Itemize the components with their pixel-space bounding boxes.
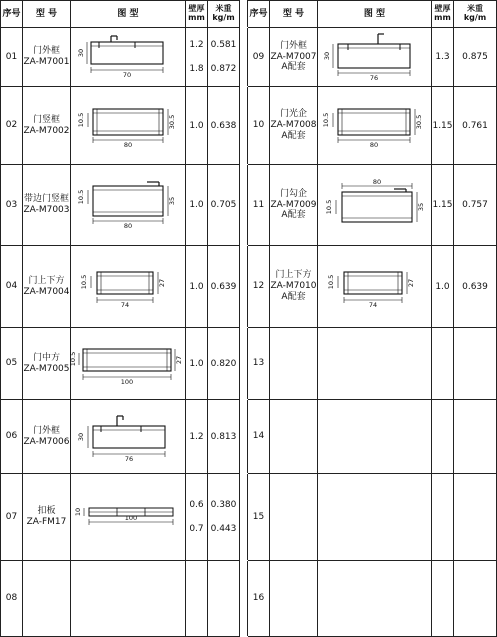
wall-thickness-value: 1.2	[189, 40, 204, 50]
model-code: ZA-M7003	[23, 205, 70, 215]
row-number: 10	[248, 87, 270, 165]
table-row	[1, 474, 497, 561]
weight-value: 0.380	[210, 500, 237, 510]
weight-value: 0.705	[210, 200, 237, 210]
weight-cell	[208, 165, 240, 246]
wall-thickness-cell	[186, 400, 208, 474]
wall-thickness-cell	[432, 246, 454, 328]
profile-drawing	[71, 97, 185, 155]
header-weight	[208, 1, 240, 28]
model-cell	[23, 28, 71, 87]
lip-dimension: 10.5	[80, 274, 88, 289]
height-dimension: 30	[323, 51, 331, 61]
height-dimension: 30	[77, 432, 85, 441]
profile-drawing-cell	[71, 28, 186, 87]
model-name: 门外框	[32, 46, 60, 57]
model-cell	[23, 246, 71, 328]
wall-thickness-cell	[432, 561, 454, 637]
wall-thickness-value: 1.2	[189, 431, 204, 442]
weight-cell	[454, 328, 497, 400]
wall-thickness-cell	[186, 246, 208, 328]
wall-thickness-value: 1.15	[432, 120, 453, 131]
profile-drawing	[318, 176, 432, 234]
row-number: 11	[248, 165, 270, 246]
model-code: ZA-M7009	[270, 199, 317, 210]
column-gap	[240, 561, 248, 637]
weight-cell	[208, 87, 240, 165]
header-wall-unit: mm	[188, 13, 205, 22]
profile-drawing-cell	[318, 400, 432, 474]
width-dimension: 100	[124, 514, 138, 522]
profile-drawing-cell	[71, 561, 186, 637]
weight-cell	[454, 474, 497, 561]
weight-cell	[208, 561, 240, 637]
column-gap	[240, 28, 248, 87]
model-code: ZA-FM17	[26, 517, 67, 527]
model-extra: A配套	[281, 62, 306, 73]
header-weight-unit: kg/m	[212, 13, 235, 22]
wall-thickness-cell	[432, 28, 454, 87]
profile-drawing-cell	[318, 28, 432, 87]
height-dimension: 35	[168, 196, 176, 206]
lip-dimension: 10.5	[77, 189, 85, 205]
lip-dimension: 10.5	[325, 199, 333, 215]
wall-thickness-value: 0.7	[189, 524, 204, 534]
weight-value: 0.638	[210, 120, 237, 131]
profile-drawing	[71, 335, 185, 393]
model-cell	[270, 328, 318, 400]
height-dimension: 27	[158, 278, 166, 287]
profile-drawing	[71, 408, 185, 466]
weight-cell	[454, 400, 497, 474]
row-number: 06	[1, 400, 23, 474]
header-drawing: 图 型	[71, 1, 186, 28]
wall-thickness-cell	[186, 87, 208, 165]
weight-cell	[454, 28, 497, 87]
profile-drawing-cell	[318, 246, 432, 328]
profile-drawing	[318, 97, 432, 155]
lip-dimension: 10.5	[77, 112, 85, 127]
weight-value: 0.639	[462, 281, 488, 292]
table-row	[1, 28, 497, 87]
width-dimension: 100	[120, 377, 134, 386]
wall-thickness-value: 1.0	[189, 200, 204, 210]
column-gap	[240, 1, 248, 28]
model-cell	[270, 87, 318, 165]
width-dimension: 80	[369, 140, 379, 149]
model-name: 带边门竖框	[23, 194, 69, 205]
model-code: ZA-M7008	[270, 120, 317, 131]
height-dimension: 27	[175, 355, 183, 364]
table-row	[1, 87, 497, 165]
row-number: 04	[1, 246, 23, 328]
wall-thickness-value: 1.0	[189, 358, 204, 369]
model-code: ZA-M7005	[23, 363, 70, 374]
weight-value: 0.761	[462, 120, 488, 131]
header-no: 序号	[1, 1, 23, 28]
model-code: ZA-M7006	[23, 436, 70, 447]
weight-cell	[208, 328, 240, 400]
model-code: ZA-M7004	[23, 286, 70, 297]
lip-dimension: 10.5	[327, 274, 335, 289]
wall-thickness-cell	[432, 400, 454, 474]
profile-drawing-cell	[318, 474, 432, 561]
profile-drawing	[71, 258, 185, 316]
wall-thickness-cell	[186, 561, 208, 637]
model-cell	[23, 328, 71, 400]
table-header-row	[1, 1, 497, 28]
model-cell	[270, 246, 318, 328]
header-model: 型 号	[270, 1, 318, 28]
header-wall-label: 壁厚	[434, 4, 451, 14]
model-cell	[23, 400, 71, 474]
row-number: 01	[1, 28, 23, 87]
model-name: 门上下方	[28, 275, 65, 286]
column-gap	[240, 87, 248, 165]
row-number: 03	[1, 165, 23, 246]
weight-value: 0.443	[210, 524, 237, 534]
profile-drawing	[318, 258, 432, 316]
row-number: 08	[1, 561, 23, 637]
weight-cell	[454, 87, 497, 165]
profile-drawing-cell	[71, 246, 186, 328]
column-gap	[240, 400, 248, 474]
model-extra: A配套	[281, 130, 306, 141]
weight-cell	[454, 561, 497, 637]
model-code: ZA-M7001	[23, 57, 70, 67]
wall-thickness-cell	[186, 328, 208, 400]
weight-cell	[454, 165, 497, 246]
lip-dimension: 10.5	[322, 112, 330, 127]
height-dimension: 35	[417, 202, 425, 212]
lip-dimension: 10.5	[69, 351, 77, 366]
header-weight	[454, 1, 497, 28]
model-name: 扣板	[37, 506, 56, 517]
header-wall-unit: mm	[434, 13, 451, 22]
profile-drawing-cell	[71, 328, 186, 400]
model-extra: A配套	[281, 210, 306, 221]
header-wall-label: 壁厚	[188, 4, 205, 14]
weight-value: 0.639	[210, 281, 237, 292]
header-wall	[186, 1, 208, 28]
profile-drawing-cell	[318, 165, 432, 246]
model-cell	[270, 400, 318, 474]
table-row	[1, 246, 497, 328]
weight-cell	[208, 400, 240, 474]
header-model: 型 号	[23, 1, 71, 28]
wall-thickness-cell	[186, 474, 208, 561]
row-number: 12	[248, 246, 270, 328]
width-dimension: 80	[123, 140, 133, 149]
wall-thickness-value: 1.15	[432, 200, 453, 210]
profile-drawing-cell	[71, 474, 186, 561]
model-name: 门外框	[279, 40, 307, 51]
profile-drawing-cell	[71, 400, 186, 474]
height-dimension: 27	[407, 278, 415, 287]
row-number: 07	[1, 474, 23, 561]
weight-value: 0.757	[462, 200, 488, 210]
table-row	[1, 400, 497, 474]
width-dimension: 76	[124, 454, 134, 463]
weight-value: 0.872	[210, 64, 237, 74]
model-name: 门外框	[32, 425, 60, 436]
model-cell	[270, 474, 318, 561]
model-cell	[270, 165, 318, 246]
table-row	[1, 328, 497, 400]
weight-value: 0.820	[210, 358, 237, 369]
weight-cell	[208, 28, 240, 87]
weight-value: 0.875	[462, 52, 488, 62]
weight-value: 0.813	[210, 431, 237, 442]
profile-drawing-cell	[318, 561, 432, 637]
model-code: ZA-M7002	[23, 125, 70, 136]
wall-thickness-value: 1.3	[435, 52, 450, 62]
height-dimension: 30	[77, 48, 85, 58]
width-dimension: 76	[369, 74, 379, 82]
wall-thickness-value: 0.6	[189, 500, 204, 510]
wall-thickness-value: 1.8	[189, 64, 204, 74]
width-dimension: 74	[120, 300, 130, 309]
table-row	[1, 561, 497, 637]
profile-drawing-cell	[71, 165, 186, 246]
width-dimension: 80	[123, 222, 133, 230]
row-number: 09	[248, 28, 270, 87]
column-gap	[240, 328, 248, 400]
profile-drawing	[71, 176, 185, 234]
width-dimension: 80	[372, 178, 382, 186]
wall-thickness-cell	[186, 28, 208, 87]
weight-cell	[208, 474, 240, 561]
model-extra: A配套	[281, 291, 306, 302]
width-dimension: 74	[368, 300, 378, 309]
column-gap	[240, 474, 248, 561]
model-cell	[23, 87, 71, 165]
header-drawing: 图 型	[318, 1, 432, 28]
column-gap	[240, 246, 248, 328]
wall-thickness-value: 1.0	[435, 281, 450, 292]
header-weight-unit: kg/m	[463, 13, 487, 22]
profile-drawing	[71, 488, 185, 546]
width-dimension: 70	[122, 71, 132, 79]
header-wall	[432, 1, 454, 28]
weight-cell	[208, 246, 240, 328]
height-dimension: 10	[74, 507, 82, 517]
wall-thickness-value: 1.0	[189, 281, 204, 292]
row-number: 14	[248, 400, 270, 474]
model-cell	[270, 561, 318, 637]
wall-thickness-cell	[432, 474, 454, 561]
weight-value: 0.581	[210, 40, 237, 50]
wall-thickness-cell	[432, 165, 454, 246]
table-row	[1, 165, 497, 246]
model-cell	[23, 165, 71, 246]
profile-drawing-cell	[318, 328, 432, 400]
height-dimension: 30.5	[168, 114, 176, 129]
model-cell	[23, 474, 71, 561]
model-name: 门上下方	[275, 270, 312, 281]
row-number: 13	[248, 328, 270, 400]
weight-cell	[454, 246, 497, 328]
row-number: 16	[248, 561, 270, 637]
row-number: 05	[1, 328, 23, 400]
height-dimension: 30.5	[415, 114, 423, 129]
model-name: 门竖框	[32, 114, 60, 125]
profile-drawing-cell	[318, 87, 432, 165]
model-code: ZA-M7010	[270, 281, 317, 292]
header-no: 序号	[248, 1, 270, 28]
column-gap	[240, 165, 248, 246]
model-name: 门中方	[32, 352, 60, 363]
wall-thickness-value: 1.0	[189, 120, 204, 131]
model-cell	[23, 561, 71, 637]
profile-drawing-cell	[71, 87, 186, 165]
wall-thickness-cell	[432, 87, 454, 165]
profile-drawing	[318, 28, 432, 86]
row-number: 15	[248, 474, 270, 561]
model-cell	[270, 28, 318, 87]
header-weight-label: 米重	[215, 4, 232, 14]
model-name: 门勾企	[279, 188, 307, 199]
model-code: ZA-M7007	[270, 51, 317, 62]
wall-thickness-cell	[432, 328, 454, 400]
profile-drawing	[71, 28, 185, 86]
header-weight-label: 米重	[467, 4, 483, 14]
model-name: 门光企	[279, 109, 307, 120]
wall-thickness-cell	[186, 165, 208, 246]
row-number: 02	[1, 87, 23, 165]
